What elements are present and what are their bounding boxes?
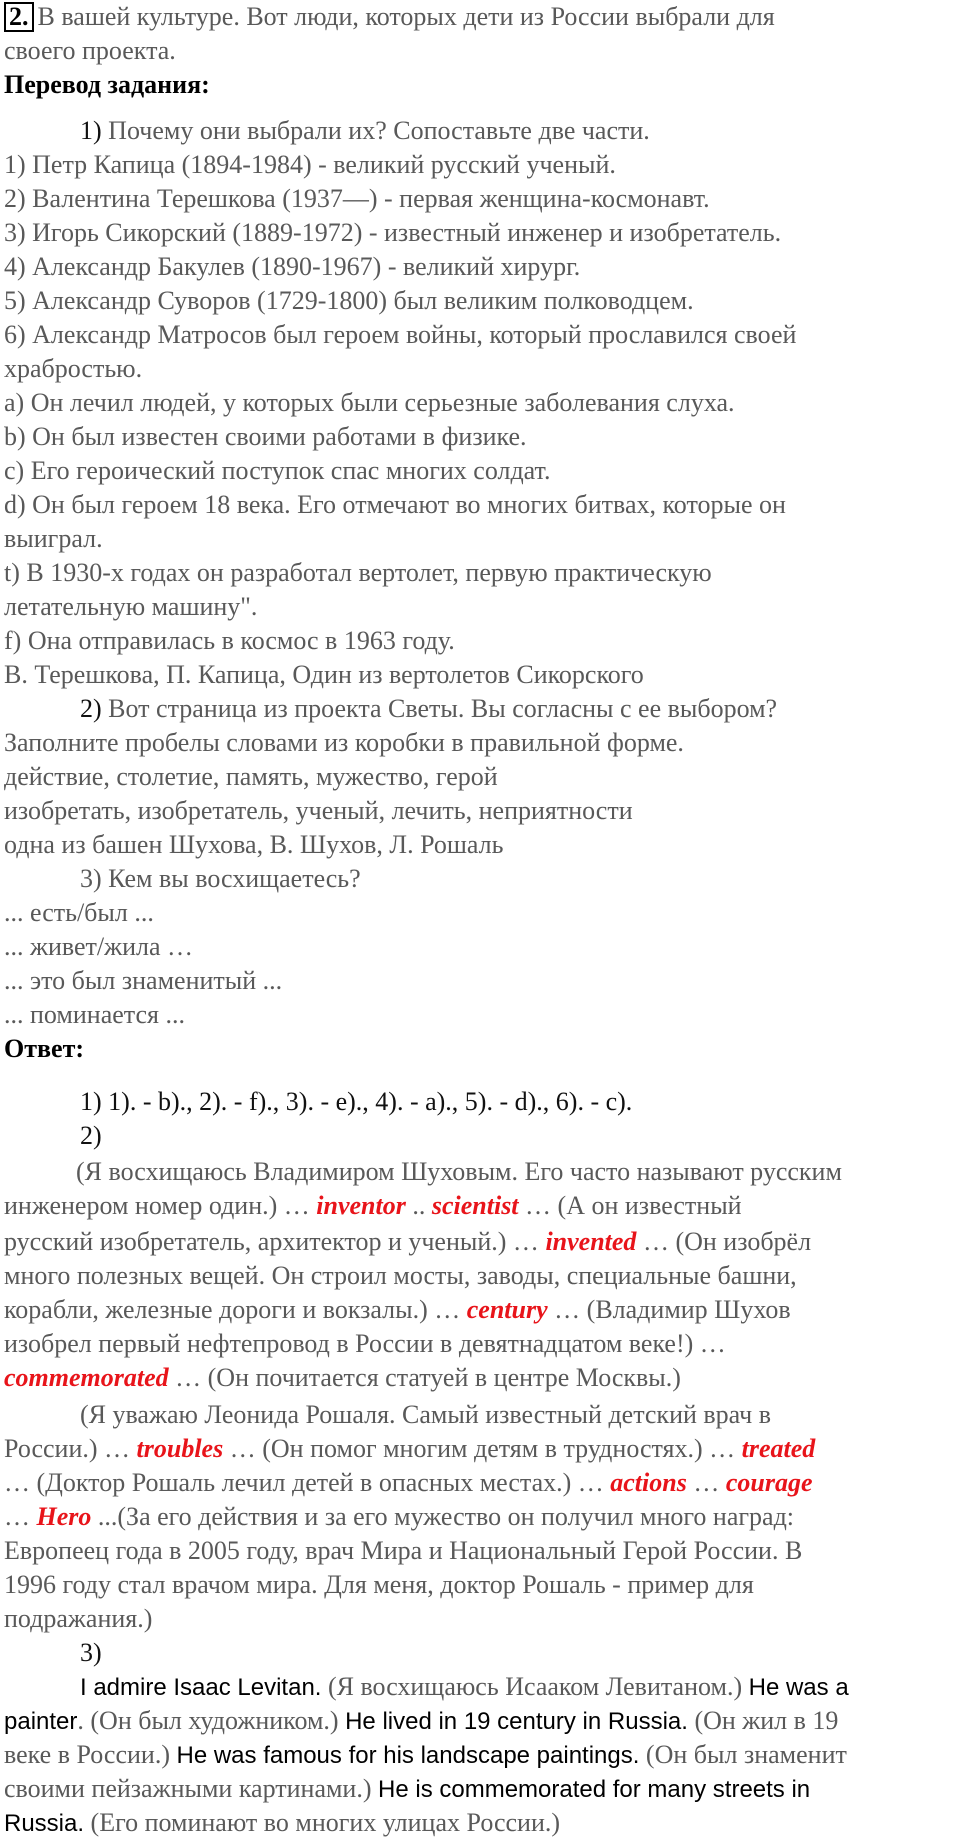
list-item: f) Она отправилась в космос в 1963 году. [4, 626, 455, 655]
word-box-line: изобретать, изобретатель, ученый, лечить, неприятности [4, 796, 633, 825]
text-span: (Его поминают во многих улицах России.) [84, 1808, 561, 1837]
list-item: 4) Александр Бакулев (1890-1967) - великий хирург. [4, 252, 581, 281]
part1-number: 1) [80, 116, 102, 145]
text-span: (Он жил в 19 [687, 1706, 839, 1735]
list-item: храбростью. [4, 354, 143, 383]
caption-line: В. Терешкова, П. Капица, Один из вертолетов Сикорского [4, 660, 644, 689]
answer2-text-line: 1996 году стал врачом мира. Для меня, доктор Рошаль - пример для [4, 1570, 754, 1599]
answer3-number: 3) [80, 1638, 102, 1667]
part2-number: 2) [80, 694, 102, 723]
phrase-line: ... живет/жила … [4, 932, 194, 961]
phrase-line: ... это был знаменитый ... [4, 966, 283, 995]
text-span: . (Он был художником.) [77, 1706, 346, 1735]
text-span: .. [405, 1191, 432, 1220]
answer-word: courage [725, 1468, 813, 1497]
english-text: painter [4, 1708, 78, 1735]
english-text: Russia. [4, 1810, 85, 1837]
answer2-text-line [4, 1189, 742, 1223]
list-item: 6) Александр Матросов был героем войны, который прославился своей [4, 320, 797, 349]
text-span: русский изобретатель, архитектор и ученый.) … [4, 1227, 546, 1256]
answer2-text-line: Европеец года в 2005 году, врач Мира и Национальный Герой России. В [4, 1536, 803, 1565]
text-span: … (Он помог многим детям в трудностях.) … [223, 1434, 742, 1463]
answer1-text: 1). - b)., 2). - f)., 3). - e)., 4). - a)., 5). - d)., 6). - c). [108, 1087, 633, 1116]
text-span: … (Он изобрёл [636, 1227, 812, 1256]
answer-word: century [466, 1295, 548, 1324]
instruction-line: Заполните пробелы словами из коробки в правильной форме. [4, 728, 684, 757]
list-item: t) В 1930-х годах он разработал вертолет, первую практическую [4, 558, 712, 587]
text-span: … (А он известный [518, 1191, 742, 1220]
answer3-line [4, 1738, 847, 1773]
answer2-text-line [4, 1361, 681, 1395]
phrase-line: ... поминается ... [4, 1000, 185, 1029]
list-item: 1) Петр Капица (1894-1984) - великий русский ученый. [4, 150, 616, 179]
english-text: He was famous for his landscape paintings. [176, 1742, 640, 1769]
task-text: В вашей культуре. Вот люди, которых дети из России выбрали для [37, 2, 775, 31]
part1-heading [80, 114, 650, 148]
text-span: … [686, 1468, 726, 1497]
list-item: c) Его героический поступок спас многих солдат. [4, 456, 551, 485]
answer2-text-line [4, 1432, 815, 1466]
list-item: d) Он был героем 18 века. Его отмечают во многих битвах, которые он [4, 490, 786, 519]
list-item: летательную машину". [4, 592, 258, 621]
text-span: (Я восхищаюсь Исааком Левитаном.) [321, 1672, 749, 1701]
list-item: b) Он был известен своими работами в физике. [4, 422, 527, 451]
text-span: корабли, железные дороги и вокзалы.) … [4, 1295, 467, 1324]
answer1-line [80, 1085, 632, 1119]
answer2-text-line [4, 1293, 791, 1327]
answer3-line [80, 1670, 849, 1705]
answer2-text-line: много полезных вещей. Он строил мосты, заводы, специальные башни, [4, 1261, 797, 1290]
answer2-text-line [4, 1225, 811, 1259]
text-span: … [4, 1502, 37, 1531]
english-text: He is commemorated for many streets in [378, 1776, 811, 1803]
text-span: инженером номер один.) … [4, 1191, 317, 1220]
list-item: 2) Валентина Терешкова (1937—) - первая женщина-космонавт. [4, 184, 710, 213]
answer3-line [4, 1704, 838, 1739]
task-line-2: своего проекта. [4, 36, 176, 65]
english-text: He was a [748, 1674, 849, 1701]
text-span: своими пейзажными картинами.) [4, 1774, 379, 1803]
text-span: … (Доктор Рошаль лечил детей в опасных местах.) … [4, 1468, 611, 1497]
text-span: ...(За его действия и за его мужество он получил много наград: [91, 1502, 795, 1531]
answer-word: Hero [36, 1502, 92, 1531]
text-span: … (Он почитается статуей в центре Москвы.) [168, 1363, 681, 1392]
word-box-line: одна из башен Шухова, В. Шухов, Л. Рошаль [4, 830, 504, 859]
task-line-1 [4, 0, 775, 34]
answer-word: troubles [136, 1434, 224, 1463]
answer2-number: 2) [80, 1121, 102, 1150]
list-item: 5) Александр Суворов (1729-1800) был великим полководцем. [4, 286, 694, 315]
answer-word: treated [741, 1434, 816, 1463]
task-number: 2. [4, 2, 34, 32]
answer3-line [4, 1772, 810, 1807]
answer-word: actions [610, 1468, 687, 1497]
answer2-text-line [4, 1500, 794, 1534]
english-text: He lived in 19 century in Russia. [345, 1708, 688, 1735]
text-span: веке в России.) [4, 1740, 177, 1769]
heading-answer: Ответ: [4, 1034, 85, 1063]
answer2-text-line: (Я уважаю Леонида Рошаля. Самый известный детский врач в [80, 1400, 772, 1429]
text-span: России.) … [4, 1434, 137, 1463]
english-text: I admire Isaac Levitan. [80, 1674, 322, 1701]
answer-word: invented [545, 1227, 637, 1256]
answer2-text-line: изобрел первый нефтепровод в России в девятнадцатом веке!) … [4, 1329, 726, 1358]
answer-word: inventor [316, 1191, 406, 1220]
answer1-number: 1) [80, 1087, 102, 1116]
answer2-text-line: подражания.) [4, 1604, 153, 1633]
part2-text: Вот страница из проекта Светы. Вы согласны с ее выбором? [108, 694, 778, 723]
answer3-line [4, 1806, 560, 1841]
answer-word: commemorated [4, 1363, 169, 1392]
part2-heading [80, 692, 777, 726]
text-span: (Он был знаменит [639, 1740, 847, 1769]
word-box-line: действие, столетие, память, мужество, герой [4, 762, 498, 791]
part3-heading: 3) Кем вы восхищаетесь? [80, 864, 361, 893]
heading-translation: Перевод задания: [4, 70, 210, 99]
answer-word: scientist [431, 1191, 519, 1220]
phrase-line: ... есть/был ... [4, 898, 154, 927]
text-span: … (Владимир Шухов [547, 1295, 791, 1324]
list-item: выиграл. [4, 524, 103, 553]
answer2-text-line [4, 1466, 813, 1500]
part1-text: Почему они выбрали их? Сопоставьте две части. [108, 116, 650, 145]
list-item: a) Он лечил людей, у которых были серьезные заболевания слуха. [4, 388, 735, 417]
list-item: 3) Игорь Сикорский (1889-1972) - известный инженер и изобретатель. [4, 218, 782, 247]
answer2-text-line: (Я восхищаюсь Владимиром Шуховым. Его часто называют русским [76, 1157, 842, 1186]
